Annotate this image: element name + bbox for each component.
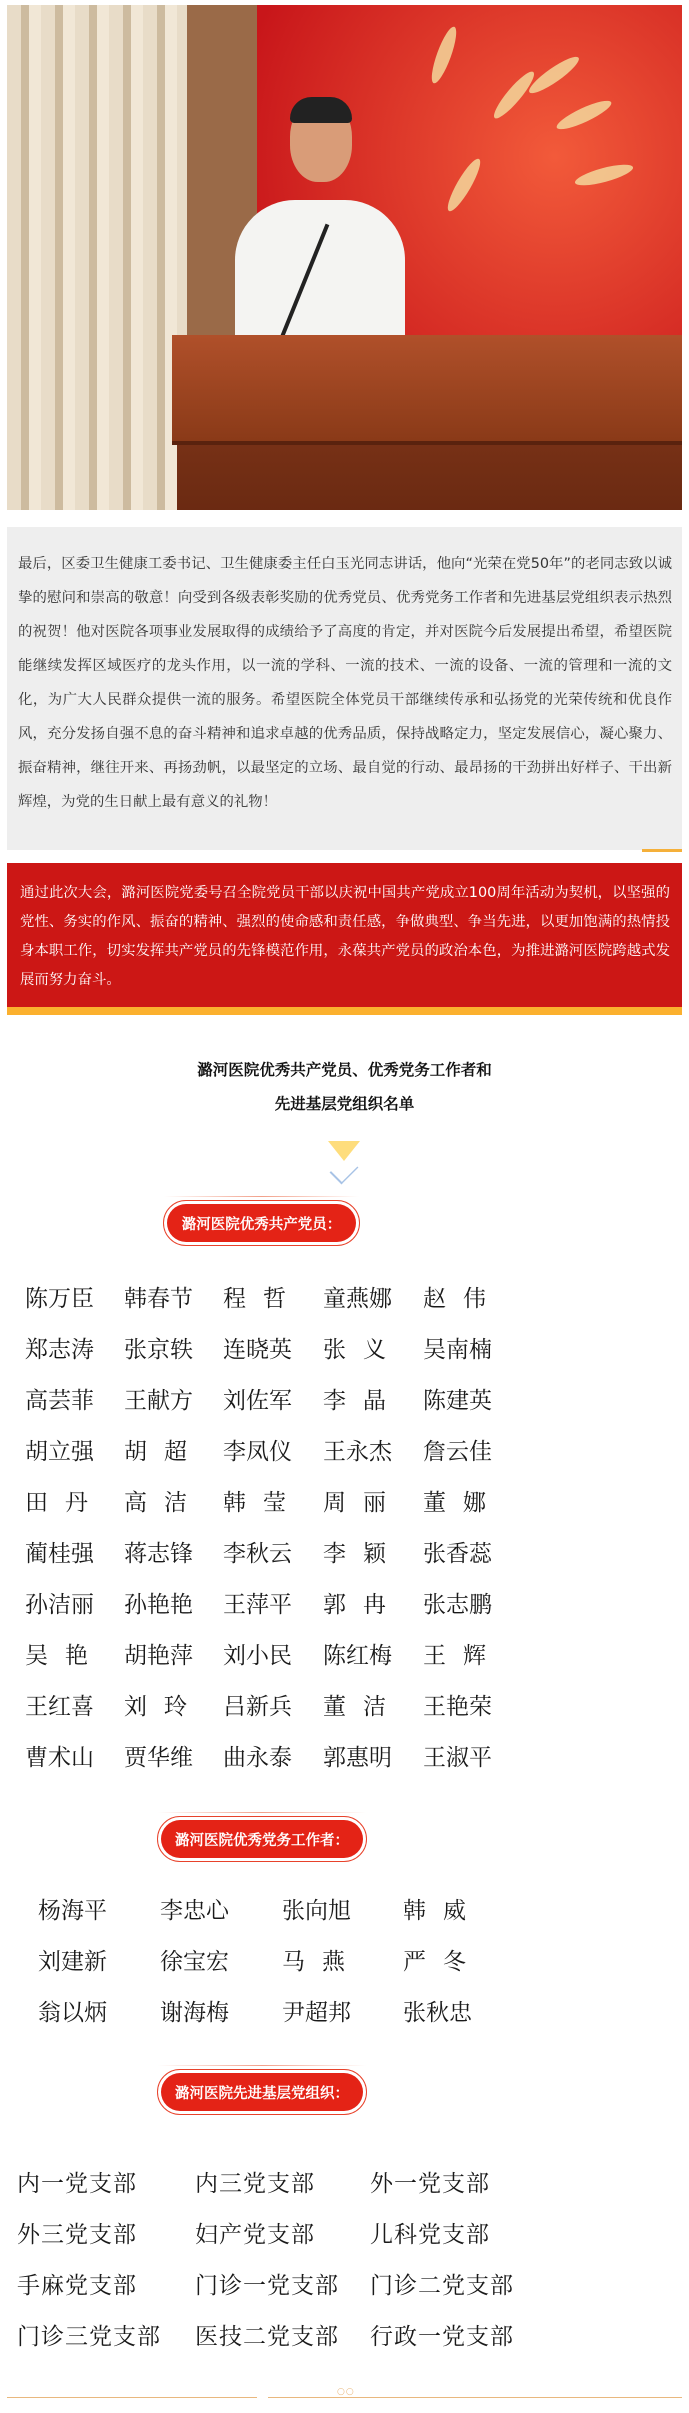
speaker-photo xyxy=(7,5,682,510)
person-name: 曲永泰 xyxy=(223,1745,292,1771)
person-name: 马燕 xyxy=(282,1949,345,1975)
person-name: 李晶 xyxy=(323,1388,386,1414)
speaker xyxy=(235,200,405,345)
person-name: 刘佐军 xyxy=(223,1388,292,1414)
person-name: 胡超 xyxy=(124,1439,187,1465)
person-name: 胡立强 xyxy=(25,1439,94,1465)
person-name: 董洁 xyxy=(323,1694,386,1720)
person-name: 童燕娜 xyxy=(323,1286,392,1312)
person-name: 张香蕊 xyxy=(423,1541,492,1567)
person-name: 尹超邦 xyxy=(282,2000,351,2026)
organization-name: 门诊三党支部 xyxy=(17,2324,161,2350)
person-name: 严冬 xyxy=(403,1949,466,1975)
person-name: 杨海平 xyxy=(38,1898,107,1924)
person-name: 郭冉 xyxy=(323,1592,386,1618)
person-name: 王艳荣 xyxy=(423,1694,492,1720)
section-badge-party-organizations: 潞河医院先进基层党组织： xyxy=(157,2069,367,2115)
section-badge-party-workers: 潞河医院优秀党务工作者： xyxy=(157,1816,367,1862)
person-name: 韩威 xyxy=(403,1898,466,1924)
person-name: 曹术山 xyxy=(25,1745,94,1771)
list-title-line-1: 潞河医院优秀共产党员、优秀党务工作者和 xyxy=(197,1061,492,1079)
person-name: 吴南楠 xyxy=(423,1337,492,1363)
person-name: 郑志涛 xyxy=(25,1337,94,1363)
person-name: 詹云佳 xyxy=(423,1439,492,1465)
organization-name: 行政一党支部 xyxy=(370,2324,514,2350)
person-name: 陈建英 xyxy=(423,1388,492,1414)
curtain xyxy=(7,5,187,510)
person-name: 王淑平 xyxy=(423,1745,492,1771)
organization-name: 门诊一党支部 xyxy=(195,2273,339,2299)
list-title-line-2: 先进基层党组织名单 xyxy=(274,1095,415,1113)
person-name: 高洁 xyxy=(124,1490,187,1516)
person-name: 蒋志锋 xyxy=(124,1541,193,1567)
person-name: 郭惠明 xyxy=(323,1745,392,1771)
person-name: 孙艳艳 xyxy=(124,1592,193,1618)
person-name: 孙洁丽 xyxy=(25,1592,94,1618)
person-name: 徐宝宏 xyxy=(160,1949,229,1975)
organization-name: 内三党支部 xyxy=(195,2171,315,2197)
person-name: 高芸菲 xyxy=(25,1388,94,1414)
person-name: 李秋云 xyxy=(223,1541,292,1567)
person-name: 翁以炳 xyxy=(38,2000,107,2026)
person-name: 刘小民 xyxy=(223,1643,292,1669)
person-name: 张志鹏 xyxy=(423,1592,492,1618)
person-name: 李颖 xyxy=(323,1541,386,1567)
person-name: 程哲 xyxy=(223,1286,286,1312)
section-badge-party-members: 潞河医院优秀共产党员： xyxy=(163,1200,360,1246)
person-name: 王辉 xyxy=(423,1643,486,1669)
divider-dots-icon: ○○ xyxy=(337,2387,355,2397)
person-name: 张秋忠 xyxy=(403,2000,472,2026)
conclusion-box: 通过此次大会，潞河医院党委号召全院党员干部以庆祝中国共产党成立100周年活动为契机，以坚强的党性、务实的作风、振奋的精神、强烈的使命感和责任感，争做典型、争当先进，以更加饱满的热情投身本职工作，切实发挥共产党员的先锋模范作用，永葆共产党员的政治本色，为推进潞河医院跨越式发展而努力奋斗。 xyxy=(7,863,682,1015)
person-name: 吴艳 xyxy=(25,1643,88,1669)
person-name: 蔺桂强 xyxy=(25,1541,94,1567)
person-name: 王红喜 xyxy=(25,1694,94,1720)
organization-name: 医技二党支部 xyxy=(195,2324,339,2350)
person-name: 韩春节 xyxy=(124,1286,193,1312)
organization-name: 妇产党支部 xyxy=(195,2222,315,2248)
person-name: 胡艳萍 xyxy=(124,1643,193,1669)
person-name: 董娜 xyxy=(423,1490,486,1516)
person-name: 王献方 xyxy=(124,1388,193,1414)
organization-name: 儿科党支部 xyxy=(370,2222,490,2248)
person-name: 刘建新 xyxy=(38,1949,107,1975)
organization-name: 内一党支部 xyxy=(17,2171,137,2197)
organization-name: 门诊二党支部 xyxy=(370,2273,514,2299)
person-name: 赵伟 xyxy=(423,1286,486,1312)
person-name: 周丽 xyxy=(323,1490,386,1516)
person-name: 刘玲 xyxy=(124,1694,187,1720)
speech-summary: 最后，区委卫生健康工委书记、卫生健康委主任白玉光同志讲话，他向“光荣在党50年”的老同志致以诚挚的慰问和崇高的敬意！向受到各级表彰奖励的优秀党员、优秀党务工作者和先进基层党组织表示热烈的祝贺！他对医院各项事业发展取得的成绩给予了高度的肯定，并对医院今后发展提出希望，希望医院能继续发挥区域医疗的龙头作用，以一流的学科、一流的技术、一流的设备、一流的管理和一流的文化，为广大人民群众提供一流的服务。希望医院全体党员干部继续传承和弘扬党的光荣传统和优良作风，充分发扬自强不息的奋斗精神和追求卓越的优秀品质，保持战略定力，坚定发展信心，凝心聚力、振奋精神，继往开来、再扬劲帆，以最坚定的立场、最自觉的行动、最昂扬的干劲拼出好样子、干出新辉煌，为党的生日献上最有意义的礼物！ xyxy=(7,527,682,850)
person-name: 张京轶 xyxy=(124,1337,193,1363)
person-name: 田丹 xyxy=(25,1490,88,1516)
person-name: 谢海梅 xyxy=(160,2000,229,2026)
person-name: 陈万臣 xyxy=(25,1286,94,1312)
person-name: 韩莹 xyxy=(223,1490,286,1516)
person-name: 王萍平 xyxy=(223,1592,292,1618)
person-name: 吕新兵 xyxy=(223,1694,292,1720)
person-name: 李忠心 xyxy=(160,1898,229,1924)
person-name: 陈红梅 xyxy=(323,1643,392,1669)
person-name: 王永杰 xyxy=(323,1439,392,1465)
organization-name: 外一党支部 xyxy=(370,2171,490,2197)
person-name: 李凤仪 xyxy=(223,1439,292,1465)
person-name: 张义 xyxy=(323,1337,386,1363)
person-name: 张向旭 xyxy=(282,1898,351,1924)
organization-name: 手麻党支部 xyxy=(17,2273,137,2299)
person-name: 贾华维 xyxy=(124,1745,193,1771)
organization-name: 外三党支部 xyxy=(17,2222,137,2248)
person-name: 连晓英 xyxy=(223,1337,292,1363)
